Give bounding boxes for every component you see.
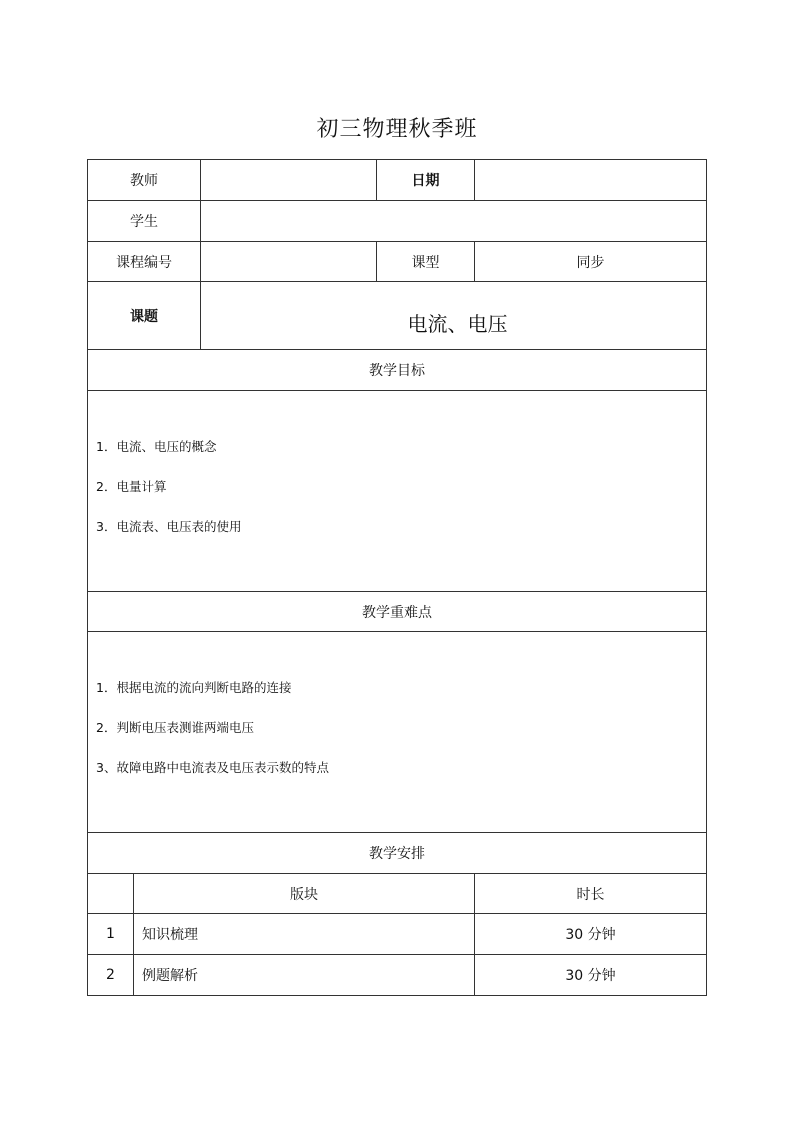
date-field[interactable] [475, 160, 707, 201]
teacher-date-row [88, 160, 707, 201]
objectives-content[interactable] [88, 391, 707, 592]
objectives-list [88, 439, 706, 559]
topic-row [88, 282, 707, 350]
key-points-list [88, 680, 706, 800]
schedule-section-header: 版块 [134, 874, 475, 914]
topic-value[interactable]: 电流、电压 [201, 282, 707, 350]
course-type-label: 课型 [377, 242, 475, 282]
objectives-body-row [88, 391, 707, 592]
objectives-heading: 教学目标 [88, 350, 707, 391]
schedule-index-header [88, 874, 134, 914]
lesson-plan-table [87, 159, 707, 996]
course-type-value[interactable]: 同步 [475, 242, 707, 282]
schedule-row-index: 1 [88, 914, 134, 955]
objective-item: 2．电量计算 [96, 479, 167, 494]
student-label: 学生 [88, 201, 201, 242]
teacher-label: 教师 [88, 160, 201, 201]
schedule-row [88, 955, 707, 996]
schedule-row [88, 914, 707, 955]
course-code-label: 课程编号 [88, 242, 201, 282]
key-points-content[interactable] [88, 632, 707, 833]
objectives-heading-row [88, 350, 707, 391]
key-point-item: 3、故障电路中电流表及电压表示数的特点 [96, 760, 329, 775]
schedule-header-row [88, 874, 707, 914]
schedule-heading: 教学安排 [88, 833, 707, 874]
schedule-row-name[interactable]: 知识梳理 [134, 914, 475, 955]
student-row [88, 201, 707, 242]
topic-label: 课题 [88, 282, 201, 350]
teacher-field[interactable] [201, 160, 377, 201]
course-code-field[interactable] [201, 242, 377, 282]
schedule-row-duration[interactable]: 30 分钟 [475, 955, 707, 996]
schedule-heading-row [88, 833, 707, 874]
course-row [88, 242, 707, 282]
key-points-heading: 教学重难点 [88, 592, 707, 632]
student-field[interactable] [201, 201, 707, 242]
objective-item: 1．电流、电压的概念 [96, 439, 217, 454]
key-point-item: 2．判断电压表测谁两端电压 [96, 720, 254, 735]
key-points-heading-row [88, 592, 707, 632]
key-points-body-row [88, 632, 707, 833]
document-title: 初三物理秋季班 [316, 117, 478, 142]
key-point-item: 1．根据电流的流向判断电路的连接 [96, 680, 292, 695]
date-label: 日期 [377, 160, 475, 201]
schedule-row-index: 2 [88, 955, 134, 996]
schedule-duration-header: 时长 [475, 874, 707, 914]
schedule-row-name[interactable]: 例题解析 [134, 955, 475, 996]
schedule-row-duration[interactable]: 30 分钟 [475, 914, 707, 955]
objective-item: 3．电流表、电压表的使用 [96, 519, 242, 534]
